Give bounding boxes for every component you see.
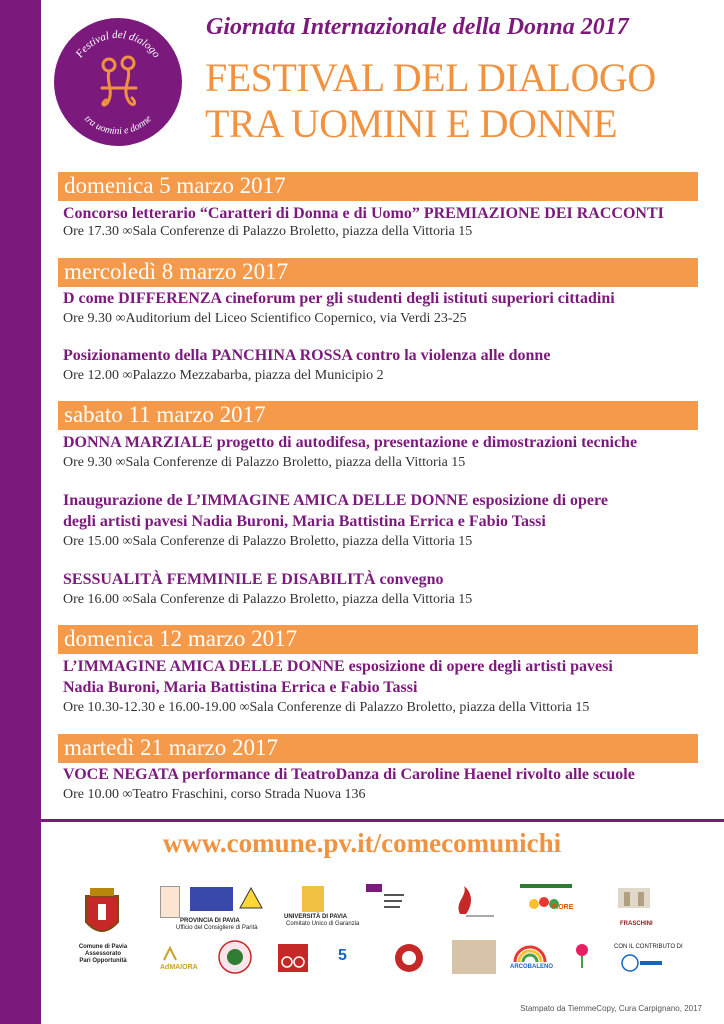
event-title: Nadia Buroni, Maria Battistina Errica e Fabio Tassi <box>63 679 418 696</box>
event-title: SESSUALITÀ FEMMINILE E DISABILITÀ convegno <box>63 571 444 588</box>
admaiora-caption: AdMAIORA <box>160 964 198 971</box>
association-seal-icon <box>210 940 260 974</box>
event-title: Inaugurazione de L’IMMAGINE AMICA DELLE DONNE esposizione di opere <box>63 492 608 509</box>
event-title: DONNA MARZIALE progetto di autodifesa, presentazione e dimostrazioni tecniche <box>63 434 638 451</box>
print-credits: Stampato da TiemmeCopy, Cura Carpignano, 2017 <box>520 1004 702 1013</box>
flame-logo-icon <box>450 884 498 922</box>
day-header <box>58 625 698 654</box>
logo-text-bottom: tra uomini e donne <box>82 113 154 138</box>
universita-caption: UNIVERSITÀ DI PAVIA <box>284 914 348 920</box>
day-header <box>58 401 698 430</box>
universita-icon <box>302 886 324 912</box>
day-header <box>58 258 698 287</box>
event-info: Ore 9.30 ∞Auditorium del Liceo Scientifico Copernico, via Verdi 23-25 <box>63 311 467 326</box>
provincia-sub-caption: Ufficio del Consigliere di Parità <box>176 925 258 931</box>
fifty-anniversary-icon <box>336 940 358 970</box>
provincia-caption: PROVINCIA DI PAVIA <box>180 918 240 924</box>
day-header <box>58 172 698 201</box>
universita-sub-caption: Comitato Unico di Garanzia <box>286 921 360 927</box>
festival-title-line2: TRA UOMINI E DONNE <box>205 101 618 146</box>
svg-text:Festival del dialogo <box>73 29 163 61</box>
artwork-thumbnail <box>452 940 496 974</box>
event-title: L’IMMAGINE AMICA DELLE DONNE esposizione di opere degli artisti pavesi <box>63 658 613 675</box>
event-title: Posizionamento della PANCHINA ROSSA contro la violenza alle donne <box>63 347 551 364</box>
event-title: Concorso letterario “Caratteri di Donna e di Uomo” PREMIAZIONE DEI RACCONTI <box>63 205 664 222</box>
contributo-caption: CON IL CONTRIBUTO DI <box>614 944 683 950</box>
provincia-crest-icon <box>160 886 180 918</box>
warning-sign-icon <box>238 886 264 912</box>
provincia-banner-icon <box>190 887 233 911</box>
event-info: Ore 10.00 ∞Teatro Fraschini, corso Strada Nuova 136 <box>63 787 366 802</box>
svg-text:tra uomini e donne <box>82 113 154 137</box>
fraschini-caption: FRASCHINI <box>620 921 653 927</box>
teatro-fraschini-icon <box>612 884 656 918</box>
flower-icon <box>570 940 594 972</box>
website-link[interactable]: www.comune.pv.it/comecomunichi <box>162 828 562 858</box>
divider <box>41 819 724 822</box>
festival-title-line1: FESTIVAL DEL DIALOGO <box>205 55 656 100</box>
arcobaleno-caption: ARCOBALENO <box>510 964 553 970</box>
admaiora-icon <box>160 944 194 964</box>
event-title: D come DIFFERENZA cineforum per gli studenti degli istituti superiori cittadini <box>63 290 615 307</box>
day-header <box>58 734 698 763</box>
event-title: degli artisti pavesi Nadia Buroni, Maria Battistina Errica e Fabio Tassi <box>63 513 546 530</box>
festival-logo-graphic <box>54 18 182 146</box>
event-info: Ore 10.30-12.30 e 16.00-19.00 ∞Sala Conferenze di Palazzo Broletto, piazza della Vittoria 15 <box>63 700 590 715</box>
rainbow-icon <box>512 940 548 964</box>
day-label: domenica 12 marzo 2017 <box>64 626 298 651</box>
event-title: VOCE NEGATA performance di TeatroDanza di Caroline Haenel rivolto alle scuole <box>63 766 635 783</box>
day-label: mercoledì 8 marzo 2017 <box>64 259 289 284</box>
svg-text:5: 5 <box>338 947 347 964</box>
bicycle-icon <box>278 944 308 972</box>
event-info: Ore 17.30 ∞Sala Conferenze di Palazzo Broletto, piazza della Vittoria 15 <box>63 224 473 239</box>
coop-fiore-caption: FIORE <box>552 904 574 911</box>
comune-caption: Comune di Pavia Assessorato Pari Opportunità <box>78 944 128 964</box>
logo-text-top: Festival del dialogo <box>73 28 163 61</box>
header-subtitle: Giornata Internazionale della Donna 2017 <box>206 14 629 40</box>
event-info: Ore 12.00 ∞Palazzo Mezzabarba, piazza del Municipio 2 <box>63 368 384 383</box>
event-info: Ore 16.00 ∞Sala Conferenze di Palazzo Broletto, piazza della Vittoria 15 <box>63 592 473 607</box>
comune-pavia-crest-icon <box>80 884 124 942</box>
figures-icon <box>102 57 136 105</box>
event-info: Ore 15.00 ∞Sala Conferenze di Palazzo Broletto, piazza della Vittoria 15 <box>63 534 473 549</box>
day-label: domenica 5 marzo 2017 <box>64 173 286 198</box>
red-medallion-icon <box>392 942 426 974</box>
left-purple-bar <box>0 0 41 1024</box>
coop-sociale-icon <box>520 884 572 918</box>
associazione-icon <box>366 884 406 920</box>
day-label: martedì 21 marzo 2017 <box>64 735 278 760</box>
foundation-logo-icon <box>620 952 664 974</box>
day-label: sabato 11 marzo 2017 <box>64 402 266 427</box>
event-info: Ore 9.30 ∞Sala Conferenze di Palazzo Broletto, piazza della Vittoria 15 <box>63 455 466 470</box>
festival-logo <box>54 18 182 146</box>
